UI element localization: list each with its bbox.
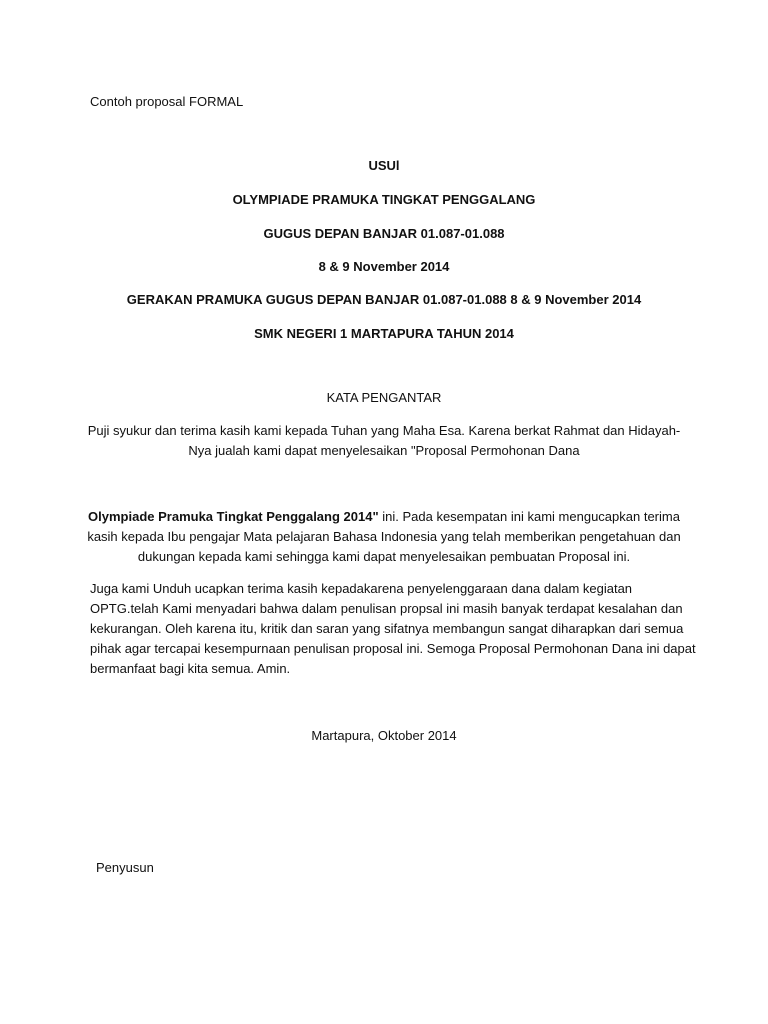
title-line-usul: USUl — [368, 158, 400, 173]
second-paragraph-line: dukungan kepada kami sehingga kami dapat menyelesaikan pembuatan Proposal ini. — [137, 549, 631, 564]
intro-paragraph-line: Puji syukur dan terima kasih kami kepada Tuhan yang Maha Esa. Karena berkat Rahmat dan Hidayah- — [87, 423, 681, 438]
signature-label: Penyusun — [96, 860, 154, 875]
title-line-date: 8 & 9 November 2014 — [318, 259, 450, 274]
second-paragraph-line — [80, 507, 688, 527]
title-line-school: SMK NEGERI 1 MARTAPURA TAHUN 2014 — [254, 326, 514, 341]
third-paragraph-line: kekurangan. Oleh karena itu, kritik dan saran yang sifatnya membangun sangat diharapkan dari semua — [90, 621, 684, 636]
intro-paragraph-line: Nya jualah kami dapat menyelesaikan "Proposal Permohonan Dana — [188, 443, 580, 458]
intro-paragraph — [80, 421, 688, 461]
third-paragraph-line: bermanfaat bagi kita semua. Amin. — [90, 661, 291, 676]
title-line-olympiade: OLYMPIADE PRAMUKA TINGKAT PENGGALANG — [232, 192, 536, 207]
second-paragraph — [80, 507, 688, 567]
title-line-gugus-depan: GUGUS DEPAN BANJAR 01.087-01.088 — [263, 226, 505, 241]
place-date: Martapura, Oktober 2014 — [311, 728, 457, 743]
second-paragraph-line: kasih kepada Ibu pengajar Mata pelajaran Bahasa Indonesia yang telah memberikan pengetahuan dan — [87, 529, 681, 544]
third-paragraph-line: OPTG.telah Kami menyadari bahwa dalam penulisan propsal ini masih banyak terdapat kesalahan dan — [90, 601, 683, 616]
section-heading: KATA PENGANTAR — [326, 390, 442, 405]
second-paragraph-line1-rest: ini. Pada kesempatan ini kami mengucapkan terima — [378, 509, 680, 524]
title-line-gerakan-pramuka: GERAKAN PRAMUKA GUGUS DEPAN BANJAR 01.087-01.088 8 & 9 November 2014 — [126, 292, 642, 307]
second-paragraph-bold: Olympiade Pramuka Tingkat Penggalang 2014" — [88, 509, 379, 524]
document-label: Contoh proposal FORMAL — [90, 94, 244, 109]
third-paragraph-line: Juga kami Unduh ucapkan terima kasih kepadakarena penyelenggaraan dana dalam kegiatan — [90, 581, 633, 596]
third-paragraph — [90, 579, 696, 679]
third-paragraph-line: pihak agar tercapai kesempurnaan penulisan proposal ini. Semoga Proposal Permohonan Dana ini dapat — [90, 641, 696, 656]
